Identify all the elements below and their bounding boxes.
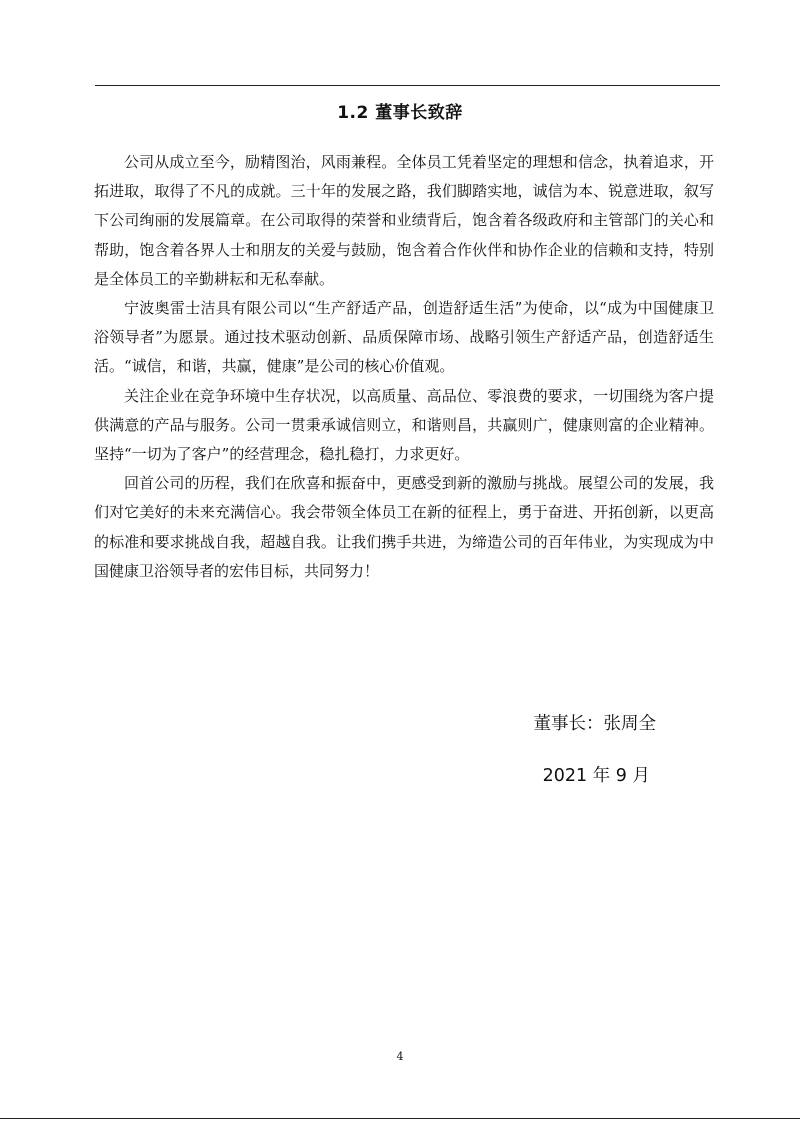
signature-name: 董事长：张周全 <box>533 714 656 734</box>
paragraph-1: 公司从成立至今，励精图治，风雨兼程。全体员工凭着坚定的理想和信念，执着追求，开拓进取，取得了不凡的成就。三十年的发展之路，我们脚踏实地，诚信为本、锐意进取，叙写下公司绚丽的发展篇章。在公司取得的荣誉和业绩背后，饱含着各级政府和主管部门的关心和帮助，饱含着各界人士和朋友的关爱与鼓励，饱含着合作伙伴和协作企业的信赖和支持，特别是全体员工的辛勤耕耘和无私奉献。 <box>94 153 714 288</box>
paragraph-4: 回首公司的历程，我们在欣喜和振奋中，更感受到新的激励与挑战。展望公司的发展，我们对它美好的未来充满信心。我会带领全体员工在新的征程上，勇于奋进、开拓创新，以更高的标准和要求挑战自我，超越自我。让我们携手共进，为缔造公司的百年伟业，为实现成为中国健康卫浴领导者的宏伟目标，共同努力！ <box>94 474 714 580</box>
header-rule <box>95 85 720 86</box>
paragraph-2: 宁波奥雷士洁具有限公司以“生产舒适产品，创造舒适生活”为使命，以“成为中国健康卫浴领导者”为愿景。通过技术驱动创新、品质保障市场、战略引领生产舒适产品，创造舒适生活。“诚信，和谐，共赢，健康”是公司的核心价值观。 <box>94 299 714 376</box>
page-number: 4 <box>396 1050 404 1063</box>
footer-rule <box>0 1118 800 1119</box>
paragraph-3: 关注企业在竞争环境中生存状况，以高质量、高品位、零浪费的要求，一切围绕为客户提供满意的产品与服务。公司一贯秉承诚信则立，和谐则昌，共赢则广，健康则富的企业精神。坚持“一切为了客户”的经营理念，稳扎稳打，力求更好。 <box>94 386 714 464</box>
signature-date: 2021 年 9 月 <box>542 766 650 786</box>
section-title: 1.2 董事长致辞 <box>337 103 463 123</box>
letter-body <box>94 148 714 586</box>
